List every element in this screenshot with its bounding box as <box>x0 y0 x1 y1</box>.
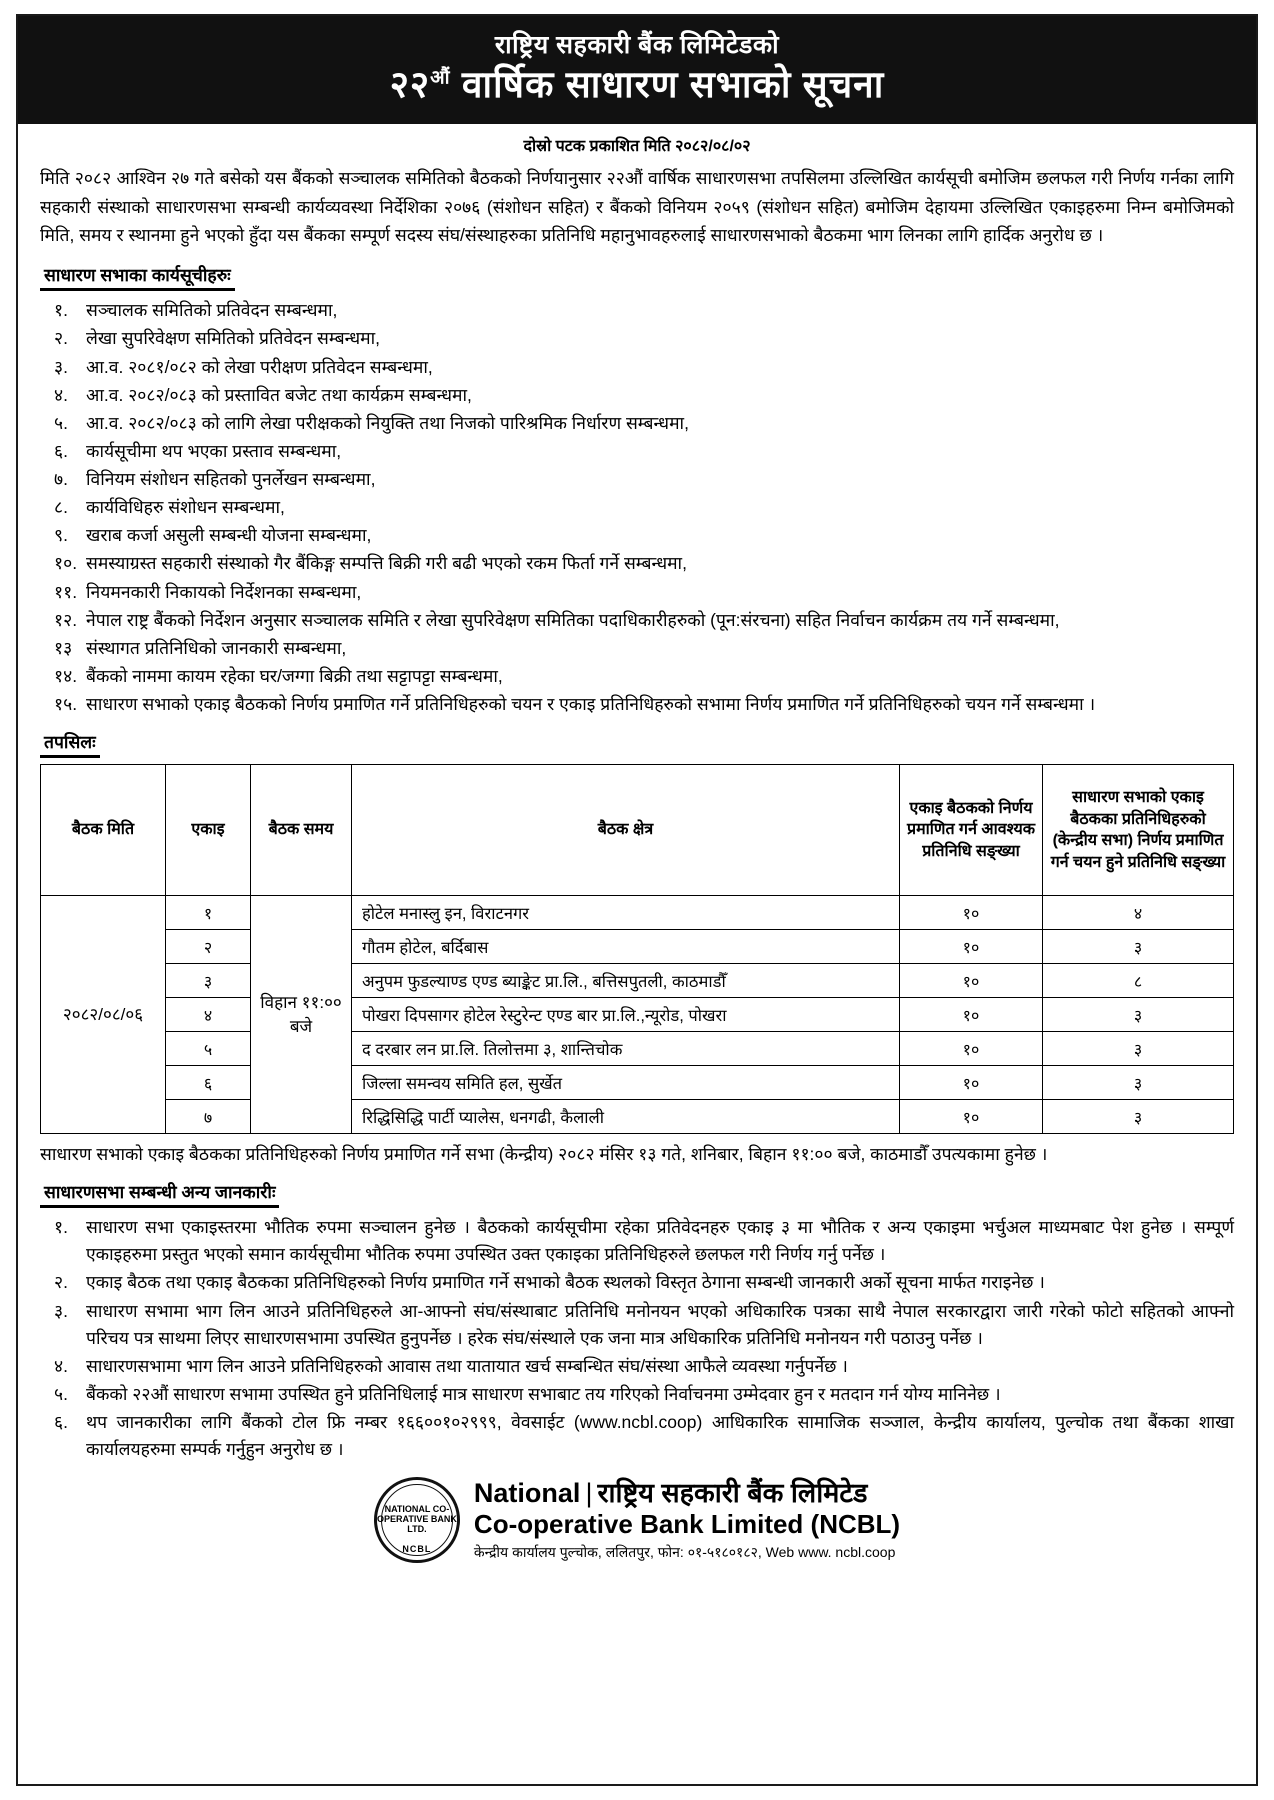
info-number: ५. <box>54 1383 68 1404</box>
agenda-number: ७. <box>54 469 68 490</box>
cell-unit: ५ <box>166 1032 251 1066</box>
agenda-number: ५. <box>54 412 68 433</box>
info-number: २. <box>54 1272 68 1293</box>
meeting-schedule-table <box>40 764 1234 1134</box>
cell-venue: गौतम होटेल, बर्दिबास <box>352 930 900 964</box>
info-text: साधारणसभामा भाग लिन आउने प्रतिनिधिहरुको आवास तथा यातायात खर्च सम्बन्धित संघ/संस्था आफैले व्यवस्था गर्नुपर्नेछ । <box>86 1355 848 1376</box>
brand-en-2: Co-operative Bank Limited (NCBL) <box>473 1509 901 1540</box>
agenda-number: १३ <box>54 637 73 658</box>
info-number: ३. <box>54 1300 68 1321</box>
cell-selected-reps: ८ <box>1043 964 1234 998</box>
agenda-number: ६. <box>54 440 68 461</box>
notice-header <box>18 16 1256 124</box>
info-text: एकाइ बैठक तथा एकाइ बैठकका प्रतिनिधिहरुको निर्णय प्रमाणित गर्ने सभाको बैठक स्थलको विस्तृत ठेगाना सम्बन्धी जानकारी अर्को सूचना मार्फत गराइनेछ । <box>86 1272 1045 1293</box>
info-number: १. <box>54 1217 68 1238</box>
brand-np-1: राष्ट्रिय सहकारी बैंक लिमिटेड <box>597 1478 868 1509</box>
cell-selected-reps: ३ <box>1043 1066 1234 1100</box>
logo-abbr: NCBL <box>402 1544 432 1555</box>
agenda-heading: साधारण सभाका कार्यसूचीहरुः <box>40 263 235 291</box>
table-header <box>41 765 1234 896</box>
cell-selected-reps: ३ <box>1043 1032 1234 1066</box>
agenda-number: ३. <box>54 356 68 377</box>
agenda-number: १५. <box>54 694 78 715</box>
list-item <box>40 1214 1234 1268</box>
header-agm-ordinal: औं <box>430 67 451 89</box>
cell-meeting-time: विहान ११:०० बजे <box>251 896 352 1134</box>
header-title-rest: वार्षिक साधारण सभाको सूचना <box>461 64 885 105</box>
cell-required-reps: १० <box>900 998 1043 1032</box>
cell-required-reps: १० <box>900 930 1043 964</box>
table-row <box>41 1032 1234 1066</box>
info-text: साधारण सभामा भाग लिन आउने प्रतिनिधिहरुले आ-आफ्नो संघ/संस्थाबाट प्रतिनिधि मनोनयन भएको अधिकारिक पत्रका साथै नेपाल सरकारद्वारा जारी गरेको फोटो सहितको आफ्नो परिचय पत्र साथमा लिएर साधारणसभामा उपस्थित हुनुपर्नेछ । हरेक संघ/संस्थाले एक जना मात्र अधिकारिक प्रतिनिधि मनोनयन गरी पठाउनु पर्नेछ । <box>86 1300 1234 1348</box>
brand-block <box>474 1478 900 1562</box>
cell-venue: अनुपम फुडल्याण्ड एण्ड ब्याङ्केट प्रा.लि., बत्तिसपुतली, काठमाडौँ <box>352 964 900 998</box>
publication-subtitle: दोस्रो पटक प्रकाशित मिति २०८२/०८/०२ <box>523 138 751 156</box>
agenda-number: १४. <box>54 665 78 686</box>
brand-line-1 <box>474 1478 900 1509</box>
cell-unit: ४ <box>166 998 251 1032</box>
schedule-heading: तपसिलः <box>40 730 100 758</box>
bank-logo-icon <box>374 1477 460 1563</box>
brand-en-1: National <box>473 1478 581 1509</box>
info-number: ४. <box>54 1355 68 1376</box>
cell-unit: ६ <box>166 1066 251 1100</box>
list-item <box>40 354 1234 381</box>
info-text: बैंकको २२औं साधारण सभामा उपस्थित हुने प्रतिनिधिलाई मात्र साधारण सभाबाट तय गरिएको निर्वाचनमा उम्मेदवार हुन र मतदान गर्न योग्य मानिनेछ । <box>86 1383 1001 1404</box>
agenda-text: कार्यसूचीमा थप भएका प्रस्ताव सम्बन्धमा, <box>86 440 342 461</box>
agenda-number: १०. <box>54 553 78 574</box>
agenda-text: आ.व. २०८२/०८३ को लागि लेखा परीक्षकको नियुक्ति तथा निजको पारिश्रमिक निर्धारण सम्बन्धमा, <box>86 412 689 433</box>
info-text: थप जानकारीका लागि बैंकको टोल फ्रि नम्बर १६६००१०२९९९, वेवसाईट (www.ncbl.coop) आधिकारिक सामाजिक सञ्जाल, केन्द्रीय कार्यालय, पुल्चोक तथा बैंकका शाखा कार्यालयहरुमा सम्पर्क गर्नुहुन अनुरोध छ । <box>86 1412 1234 1460</box>
central-meeting-note: साधारण सभाको एकाइ बैठकका प्रतिनिधिहरुको निर्णय प्रमाणित गर्ने सभा (केन्द्रीय) २०८२ मंसिर १३ गते, शनिबार, बिहान ११:०० बजे, काठमाडौँ उपत्यकामा हुनेछ । <box>40 1144 1048 1165</box>
info-number: ६. <box>54 1412 68 1433</box>
col-selected-reps: साधारण सभाको एकाइ बैठकका प्रतिनिधिहरुको (केन्द्रीय सभा) निर्णय प्रमाणित गर्न चयन हुने प्रतिनिधि सङ्ख्या <box>1043 765 1234 896</box>
agenda-text: समस्याग्रस्त सहकारी संस्थाको गैर बैंकिङ्ग सम्पत्ति बिक्री गरी बढी भएको रकम फिर्ता गर्ने सम्बन्धमा, <box>86 553 687 574</box>
cell-selected-reps: ३ <box>1043 1100 1234 1134</box>
agenda-text: संस्थागत प्रतिनिधिको जानकारी सम्बन्धमा, <box>86 637 347 658</box>
agenda-text: आ.व. २०८२/०८३ को प्रस्तावित बजेट तथा कार्यक्रम सम्बन्धमा, <box>86 384 472 405</box>
notice-body <box>18 164 1256 1569</box>
list-item <box>40 297 1234 324</box>
table-body <box>41 896 1234 1134</box>
agenda-number: २. <box>54 328 68 349</box>
col-required-reps: एकाइ बैठकको निर्णय प्रमाणित गर्न आवश्यक प्रतिनिधि सङ्ख्या <box>900 765 1043 896</box>
table-row <box>41 930 1234 964</box>
list-item <box>40 663 1234 690</box>
footer-address: केन्द्रीय कार्यालय पुल्चोक, ललितपुर, फोन: ०१-५१८०१८२, Web www. ncbl.coop <box>473 1544 896 1561</box>
list-item <box>40 466 1234 493</box>
agenda-number: १. <box>54 300 68 321</box>
agenda-number: ९. <box>54 525 68 546</box>
list-item <box>40 325 1234 352</box>
agenda-text: विनियम संशोधन सहितको पुनर्लेखन सम्बन्धमा, <box>86 469 376 490</box>
list-item <box>40 579 1234 606</box>
agenda-text: साधारण सभाको एकाइ बैठकको निर्णय प्रमाणित गर्ने प्रतिनिधिहरुको चयन र एकाइ प्रतिनिधिहरुको सभामा निर्णय प्रमाणित गर्ने प्रतिनिधिहरुको चयन गर्ने सम्बन्धमा । <box>86 694 1096 715</box>
list-item <box>40 494 1234 521</box>
table-header-row <box>41 765 1234 896</box>
agenda-number: ११. <box>54 581 78 602</box>
agenda-number: ४. <box>54 384 68 405</box>
brand-separator: | <box>585 1478 593 1509</box>
list-item <box>40 550 1234 577</box>
cell-required-reps: १० <box>900 1100 1043 1134</box>
list-item <box>40 1269 1234 1296</box>
col-time: बैठक समय <box>251 765 352 896</box>
list-item <box>40 1298 1234 1352</box>
cell-venue: रिद्धिसिद्धि पार्टी प्यालेस, धनगढी, कैलाली <box>352 1100 900 1134</box>
agenda-text: लेखा सुपरिवेक्षण समितिको प्रतिवेदन सम्बन्धमा, <box>86 328 381 349</box>
cell-unit: ७ <box>166 1100 251 1134</box>
list-item <box>40 1353 1234 1380</box>
agenda-text: नियमनकारी निकायको निर्देशनका सम्बन्धमा, <box>86 581 362 602</box>
list-item <box>40 410 1234 437</box>
table-row <box>41 1066 1234 1100</box>
agenda-text: कार्यविधिहरु संशोधन सम्बन्धमा, <box>86 497 285 518</box>
cell-required-reps: १० <box>900 1032 1043 1066</box>
agenda-number: ८. <box>54 497 68 518</box>
cell-venue: द दरबार लन प्रा.लि. तिलोत्तमा ३, शान्तिचोक <box>352 1032 900 1066</box>
col-unit: एकाइ <box>166 765 251 896</box>
cell-venue: जिल्ला समन्वय समिति हल, सुर्खेत <box>352 1066 900 1100</box>
notice-sheet <box>16 14 1258 1786</box>
cell-selected-reps: ४ <box>1043 896 1234 930</box>
list-item <box>40 1381 1234 1408</box>
list-item <box>40 607 1234 634</box>
cell-unit: १ <box>166 896 251 930</box>
cell-meeting-date: २०८२/०८/०६ <box>41 896 166 1134</box>
other-info-heading: साधारणसभा सम्बन्धी अन्य जानकारीः <box>40 1180 279 1208</box>
cell-unit: ३ <box>166 964 251 998</box>
agenda-text: नेपाल राष्ट्र बैंकको निर्देशन अनुसार सञ्चालक समिति र लेखा सुपरिवेक्षण समितिका पदाधिकारीहरुको (पून:संरचना) सहित निर्वाचन कार्यक्रम तय गर्ने सम्बन्धमा, <box>86 609 1060 630</box>
list-item <box>40 635 1234 662</box>
header-agm-number: २२ <box>389 64 431 105</box>
cell-selected-reps: ३ <box>1043 930 1234 964</box>
cell-venue: पोखरा दिपसागर होटेल रेस्टुरेन्ट एण्ड बार प्रा.लि.,न्यूरोड, पोखरा <box>352 998 900 1032</box>
cell-required-reps: १० <box>900 896 1043 930</box>
table-row <box>41 964 1234 998</box>
cell-venue: होटेल मनास्लु इन, विराटनगर <box>352 896 900 930</box>
info-text: साधारण सभा एकाइस्तरमा भौतिक रुपमा सञ्चालन हुनेछ । बैठकको कार्यसूचीमा रहेका प्रतिवेदनहरु एकाइ ३ मा भौतिक र अन्य एकाइमा भर्चुअल माध्यमबाट पेश हुनेछ । सम्पूर्ण एकाइहरुमा प्रस्तुत भएको समान कार्यसूचीमा भौतिक रुपमा उपस्थित उक्त एकाइका प्रतिनिधिहरुले छलफल गरी निर्णय गर्नु पर्नेछ । <box>86 1217 1234 1265</box>
intro-paragraph: मिति २०८२ आश्विन २७ गते बसेको यस बैंकको सञ्चालक समितिको बैठकको निर्णयानुसार २२औं वार्षिक साधारणसभा तपसिलमा उल्लिखित कार्यसूची बमोजिम छलफल गरी निर्णय गर्नका लागि सहकारी संस्थाको साधारणसभा सम्बन्धी कार्यव्यवस्था निर्देशिका २०७६ (संशोधन सहित) र बैंकको विनियम २०५९ (संशोधन सहित) बमोजिम देहायमा उल्लिखित एकाइहरुमा निम्न बमोजिमको मिति, समय र स्थानमा हुने भएको हुँदा यस बैंकका सम्पूर्ण सदस्य संघ/संस्थाहरुका प्रतिनिधि महानुभावहरुलाई साधारणसभाको बैठकमा भाग लिनका लागि हार्दिक अनुरोध छ । <box>40 168 1234 245</box>
header-title <box>28 62 1246 108</box>
agenda-text: आ.व. २०८१/०८२ को लेखा परीक्षण प्रतिवेदन सम्बन्धमा, <box>86 356 433 377</box>
agenda-text: सञ्चालक समितिको प्रतिवेदन सम्बन्धमा, <box>86 300 338 321</box>
cell-required-reps: १० <box>900 964 1043 998</box>
agenda-text: बैंकको नाममा कायम रहेका घर/जग्गा बिक्री तथा सट्टापट्टा सम्बन्धमा, <box>86 665 503 686</box>
table-row <box>41 1100 1234 1134</box>
list-item <box>40 438 1234 465</box>
list-item <box>40 1409 1234 1463</box>
agenda-text: खराब कर्जा असुली सम्बन्धी योजना सम्बन्धमा, <box>86 525 372 546</box>
list-item <box>40 382 1234 409</box>
agenda-list <box>40 297 1234 718</box>
agenda-number: १२. <box>54 609 78 630</box>
other-info-list <box>40 1214 1234 1463</box>
logo-inner-text: NATIONAL CO-OPERATIVE BANK LTD. <box>377 1504 457 1535</box>
cell-required-reps: १० <box>900 1066 1043 1100</box>
col-date: बैठक मिति <box>41 765 166 896</box>
list-item <box>40 691 1234 718</box>
cell-unit: २ <box>166 930 251 964</box>
table-row <box>41 998 1234 1032</box>
table-row <box>41 896 1234 930</box>
col-venue: बैठक क्षेत्र <box>352 765 900 896</box>
header-org-name: राष्ट्रिय सहकारी बैंक लिमिटेडको <box>494 31 780 59</box>
cell-selected-reps: ३ <box>1043 998 1234 1032</box>
footer-branding <box>40 1477 1234 1569</box>
list-item <box>40 522 1234 549</box>
